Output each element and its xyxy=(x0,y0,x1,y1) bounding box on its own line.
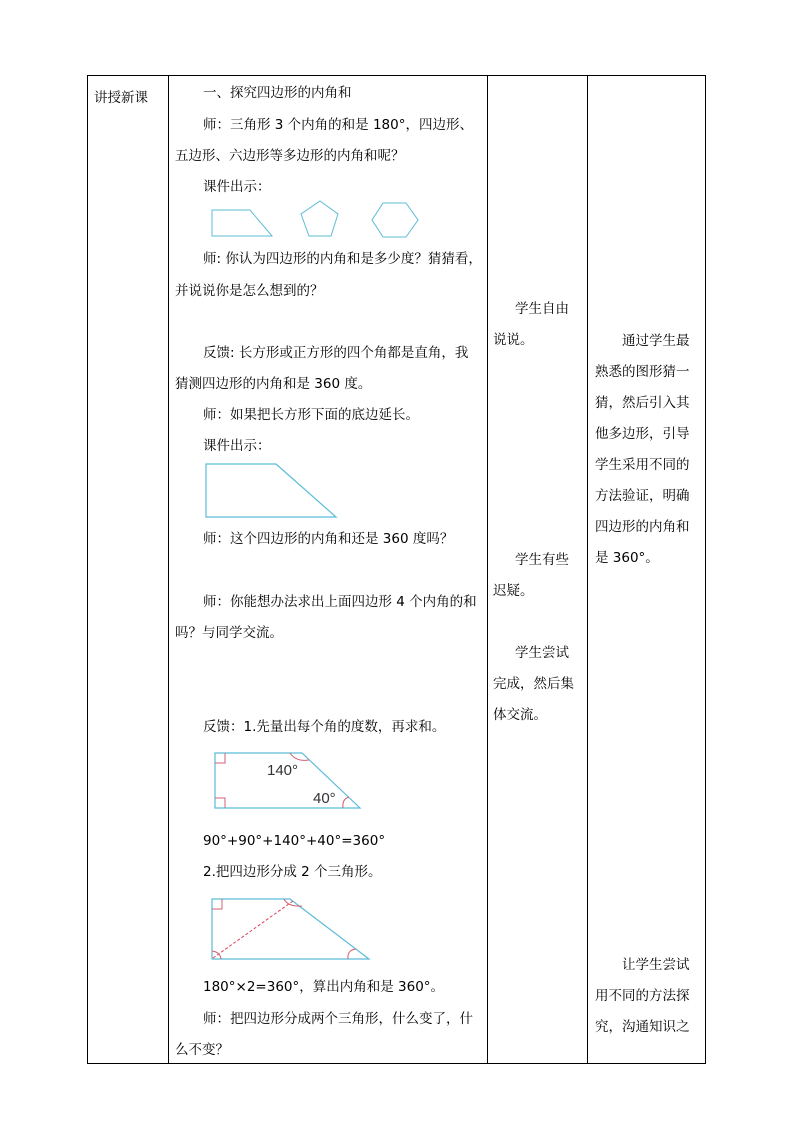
text-line: 课件出示： xyxy=(203,438,271,454)
text-line: 五边形、六边形等多边形的内角和呢？ xyxy=(175,148,405,164)
text-line: 说说。 xyxy=(493,332,534,348)
right-angle-mark xyxy=(215,798,225,808)
text-line: 师：三角形 3 个内角的和是 180°，四边形、 xyxy=(203,117,473,133)
angle-140-label: 140° xyxy=(267,762,299,779)
hexagon-shape xyxy=(372,203,418,237)
text-line: 么不变？ xyxy=(175,1042,229,1058)
angle-40-label: 40° xyxy=(313,790,336,807)
text-line: 师: 你认为四边形的内角和是多少度？猜猜看， xyxy=(203,251,482,267)
design-intent-2 xyxy=(595,950,703,1043)
text-line: 完成，然后集 xyxy=(493,676,574,692)
right-angle-mark xyxy=(215,753,225,763)
text-line: 学生采用不同的 xyxy=(595,457,690,473)
text-line: 吗？与同学交流。 xyxy=(175,625,283,641)
text-line: 猜测四边形的内角和是 360 度。 xyxy=(175,376,372,392)
text-line: 让学生尝试 xyxy=(622,957,690,973)
text-line: 师：你能想办法求出上面四边形 4 个内角的和 xyxy=(203,594,477,610)
pentagon-shape xyxy=(301,201,338,236)
text-line: 四边形的内角和 xyxy=(595,519,690,535)
angle-arc xyxy=(343,797,349,808)
text-line: 体交流。 xyxy=(493,707,547,723)
student-activity-3 xyxy=(493,638,581,731)
column-divider xyxy=(168,76,169,1063)
equation-line: 90°+90°+140°+40°=360° xyxy=(203,833,386,849)
text-line: 180°×2=360°，算出内角和是 360°。 xyxy=(203,979,445,995)
column-divider xyxy=(487,76,488,1063)
divided-trapezoid xyxy=(208,895,373,963)
text-line: 他多边形，引导 xyxy=(595,426,690,442)
column-divider xyxy=(587,76,588,1063)
text-line: 猜，然后引入其 xyxy=(595,395,690,411)
polygon-shapes xyxy=(205,200,435,240)
trapezoid-shape xyxy=(205,463,345,521)
text-line: 反馈：1.先量出每个角的度数，再求和。 xyxy=(203,719,446,735)
text-line: 并说说你是怎么想到的？ xyxy=(175,283,324,299)
right-angle-mark xyxy=(212,899,222,909)
heading: 一、探究四边形的内角和 xyxy=(203,85,352,101)
angle-arc xyxy=(348,949,356,959)
text-line: 熟悉的图形猜一 xyxy=(595,364,690,380)
text-line: 师：如果把长方形下面的底边延长。 xyxy=(203,407,419,423)
text-line: 用不同的方法探 xyxy=(595,988,690,1004)
measured-trapezoid xyxy=(210,750,370,815)
text-line: 师：把四边形分成两个三角形，什么变了，什 xyxy=(203,1011,473,1027)
text-line: 究，沟通知识之 xyxy=(595,1019,690,1035)
student-activity-2 xyxy=(493,545,581,607)
text-line: 反馈: 长方形或正方形的四个角都是直角，我 xyxy=(203,345,469,361)
text-line: 通过学生最 xyxy=(622,333,690,349)
text-line: 2.把四边形分成 2 个三角形。 xyxy=(203,864,382,880)
text-line: 课件出示： xyxy=(203,179,271,195)
text-line: 是 360°。 xyxy=(595,550,659,566)
section-label: 讲授新课 xyxy=(94,90,148,106)
text-line: 迟疑。 xyxy=(493,583,534,599)
text-line: 师：这个四边形的内角和还是 360 度吗？ xyxy=(203,531,454,547)
diagonal-line xyxy=(213,901,293,958)
student-activity-1 xyxy=(493,294,581,356)
text-line: 方法验证，明确 xyxy=(595,488,690,504)
text-line: 学生自由 xyxy=(515,301,569,317)
design-intent-1 xyxy=(595,326,703,574)
text-line: 学生尝试 xyxy=(515,645,569,661)
text-line: 学生有些 xyxy=(515,552,569,568)
quadrilateral-shape xyxy=(212,210,272,236)
